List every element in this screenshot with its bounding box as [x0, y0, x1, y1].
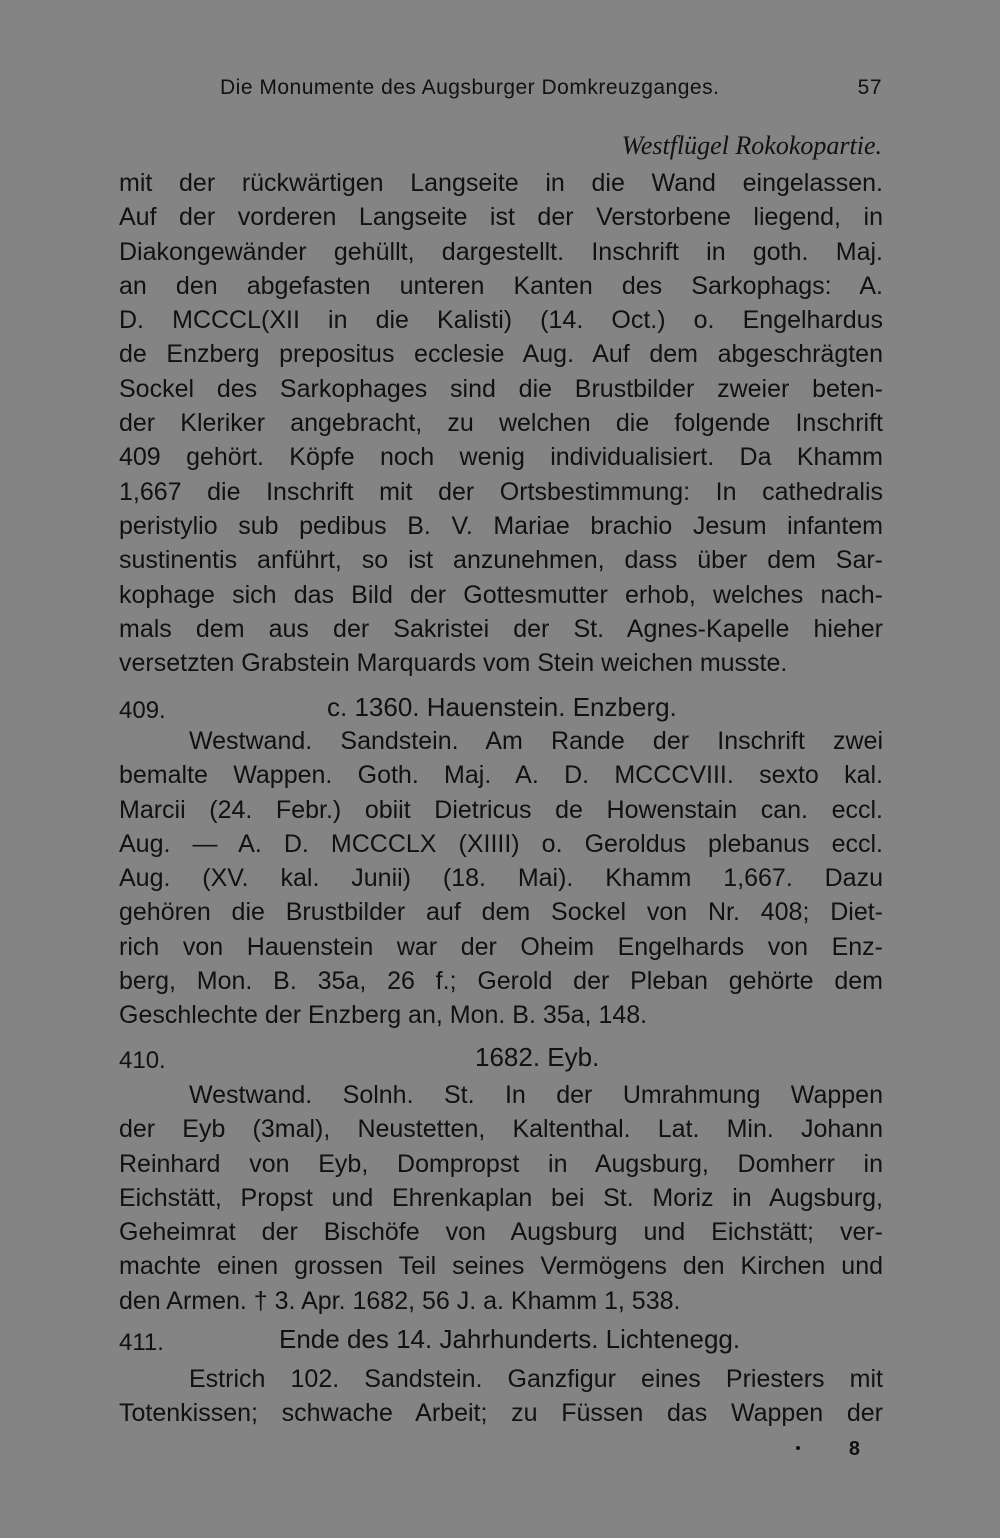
text-line: mit der rückwärtigen Langseite in die Wand eingelassen.: [119, 169, 883, 197]
text-line: gehören die Brustbilder auf dem Sockel von Nr. 408; Diet-: [119, 898, 883, 927]
text-line: bemalte Wappen. Goth. Maj. A. D. MCCCVIII. sexto kal.: [119, 761, 883, 790]
text-line: mals dem aus der Sakristei der St. Agnes-Kapelle hieher: [119, 614, 883, 643]
text-line: de Enzberg prepositus ecclesie Aug. Auf dem abgeschrägten: [119, 340, 883, 369]
text-line: machte einen grossen Teil seines Vermögens den Kirchen und: [119, 1252, 883, 1281]
text-line: Totenkissen; schwache Arbeit; zu Füssen das Wappen der: [119, 1399, 883, 1428]
text-line: den Armen. † 3. Apr. 1682, 56 J. a. Khamm 1, 538.: [119, 1286, 681, 1315]
entry-heading: c. 1360. Hauenstein. Enzberg.: [327, 692, 677, 722]
section-tag: Westflügel Rokokopartie.: [621, 131, 882, 160]
text-line: rich von Hauenstein war der Oheim Engelhards von Enz-: [119, 932, 883, 961]
text-line: Westwand. Sandstein. Am Rande der Inschrift zwei: [189, 727, 883, 755]
text-line: Marcii (24. Febr.) obiit Dietricus de Howenstain can. eccl.: [119, 795, 883, 824]
text-line: peristylio sub pedibus B. V. Mariae brachio Jesum infantem: [119, 511, 883, 540]
text-line: Geschlechte der Enzberg an, Mon. B. 35a, 148.: [119, 1001, 648, 1030]
entry-number: 409.: [119, 697, 166, 724]
page-number: 57: [857, 76, 882, 99]
entry-410: [119, 1040, 883, 1318]
text-line: Diakongewänder gehüllt, dargestellt. Inschrift in goth. Maj.: [119, 237, 883, 266]
signature-mark: 8: [848, 1438, 860, 1460]
text-line: 409 gehört. Köpfe noch wenig individualisiert. Da Khamm: [119, 443, 883, 472]
text-line: der Eyb (3mal), Neustetten, Kaltenthal. Lat. Min. Johann: [119, 1115, 883, 1144]
text-line: sustinentis anführt, so ist anzunehmen, dass über dem Sar-: [119, 546, 883, 575]
text-line: Westwand. Solnh. St. In der Umrahmung Wappen: [189, 1081, 883, 1109]
text-line: Eichstätt, Propst und Ehrenkaplan bei St. Moriz in Augsburg,: [119, 1183, 883, 1212]
entry-heading-row: [119, 1322, 883, 1362]
entry-409: [119, 690, 883, 1033]
entry-heading: 1682. Eyb.: [475, 1042, 600, 1072]
text-line: D. MCCCL(XII in die Kalisti) (14. Oct.) o. Engelhardus: [119, 306, 883, 335]
text-line: Reinhard von Eyb, Dompropst in Augsburg, Domherr in: [119, 1149, 883, 1178]
entry-heading: Ende des 14. Jahrhunderts. Lichtenegg.: [279, 1324, 741, 1354]
entry-heading-row: [119, 1040, 883, 1080]
text-line: berg, Mon. B. 35a, 26 f.; Gerold der Pleban gehörte dem: [119, 967, 883, 996]
intro-paragraph: [119, 166, 883, 680]
text-line: Aug. — A. D. MCCCLX (XIIII) o. Geroldus plebanus eccl.: [119, 829, 883, 858]
text-line: Sockel des Sarkophages sind die Brustbilder zweier beten-: [119, 374, 883, 403]
text-line: an den abgefasten unteren Kanten des Sarkophags: A.: [119, 271, 883, 300]
stray-dot: [796, 1446, 800, 1450]
text-line: kophage sich das Bild der Gottesmutter erhob, welches nach-: [119, 580, 883, 609]
entry-number: 410.: [119, 1047, 166, 1074]
text-line: Geheimrat der Bischöfe von Augsburg und Eichstätt; ver-: [119, 1218, 883, 1247]
text-line: versetzten Grabstein Marquards vom Stein weichen musste.: [119, 649, 788, 678]
text-line: Estrich 102. Sandstein. Ganzfigur eines Priesters mit: [189, 1365, 883, 1393]
entry-heading-row: [119, 690, 883, 730]
text-line: Auf der vorderen Langseite ist der Verstorbene liegend, in: [119, 203, 883, 232]
entry-411: [119, 1322, 883, 1431]
text-line: Aug. (XV. kal. Junii) (18. Mai). Khamm 1,667. Dazu: [119, 864, 883, 893]
entry-number: 411.: [119, 1329, 164, 1356]
text-line: 1,667 die Inschrift mit der Ortsbestimmung: In cathedralis: [119, 477, 883, 506]
header-title: Die Monumente des Augsburger Domkreuzganges.: [220, 76, 720, 99]
text-line: der Kleriker angebracht, zu welchen die folgende Inschrift: [119, 409, 883, 438]
